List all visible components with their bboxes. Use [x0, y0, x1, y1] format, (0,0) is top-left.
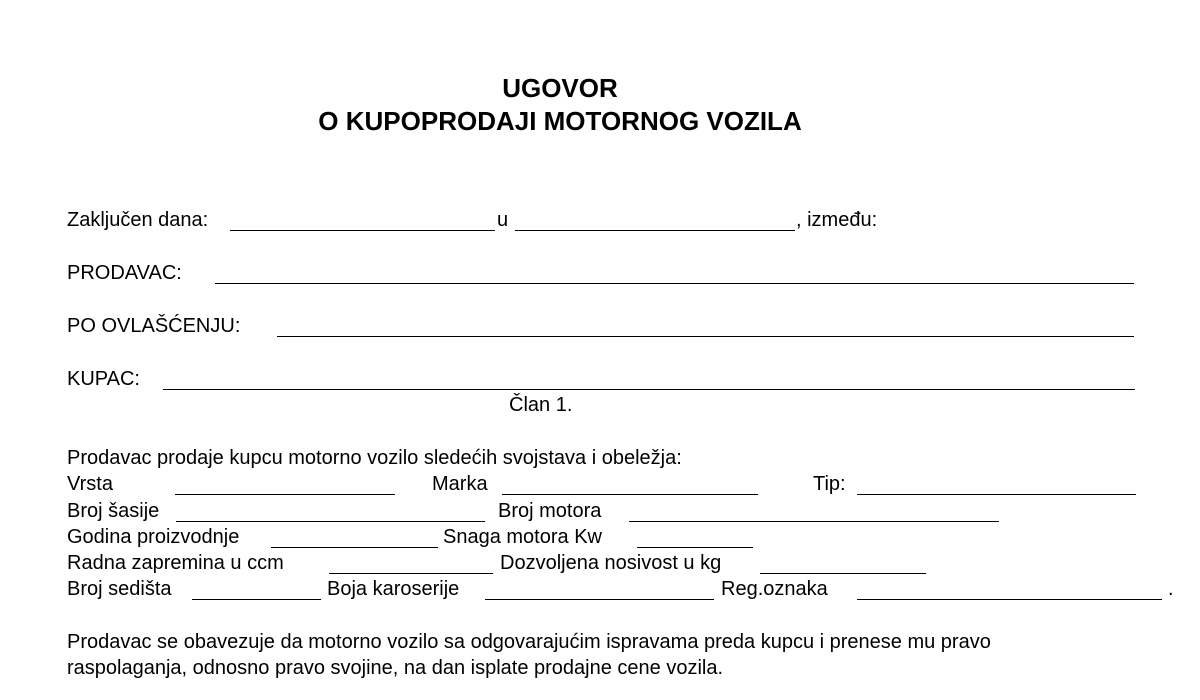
load-capacity-label: Dozvoljena nosivost u kg	[500, 552, 722, 574]
registration-field[interactable]	[857, 599, 1162, 600]
seller-label: PRODAVAC:	[67, 262, 182, 284]
seller-field[interactable]	[215, 283, 1134, 284]
document-title-line2: O KUPOPRODAJI MOTORNOG VOZILA	[318, 106, 802, 136]
buyer-field[interactable]	[163, 389, 1135, 390]
obligation-text-line1: Prodavac se obavezuje da motorno vozilo sa odgovarajućim ispravama preda kupcu i prenese mu pravo	[67, 631, 991, 653]
obligation-text-line2: raspolaganja, odnosno pravo svojine, na dan isplate prodajne cene vozila.	[67, 657, 724, 679]
article-heading: Član 1.	[509, 394, 573, 416]
vehicle-model-field[interactable]	[857, 494, 1136, 495]
production-year-label: Godina proizvodnje	[67, 526, 240, 548]
place-label: u	[497, 209, 509, 231]
registration-label: Reg.oznaka	[721, 578, 828, 600]
concluded-date-label: Zaključen dana:	[67, 209, 209, 231]
engine-volume-label: Radna zapremina u ccm	[67, 552, 284, 574]
place-field[interactable]	[515, 230, 795, 231]
engine-number-field[interactable]	[629, 521, 999, 522]
vehicle-type-field[interactable]	[175, 494, 395, 495]
engine-volume-field[interactable]	[329, 573, 493, 574]
load-capacity-field[interactable]	[760, 573, 926, 574]
engine-number-label: Broj motora	[498, 500, 602, 522]
engine-power-label: Snaga motora Kw	[443, 526, 602, 548]
seats-label: Broj sedišta	[67, 578, 172, 600]
row-end-period: .	[1168, 578, 1174, 600]
vehicle-type-label: Vrsta	[67, 473, 113, 495]
authorized-label: PO OVLAŠĆENJU:	[67, 315, 241, 337]
buyer-label: KUPAC:	[67, 368, 140, 390]
authorized-field[interactable]	[277, 336, 1134, 337]
vehicle-brand-label: Marka	[432, 473, 488, 495]
production-year-field[interactable]	[271, 547, 438, 548]
concluded-date-field[interactable]	[230, 230, 495, 231]
vehicle-model-label: Tip:	[813, 473, 846, 495]
seats-field[interactable]	[192, 599, 321, 600]
body-color-field[interactable]	[485, 599, 714, 600]
engine-power-field[interactable]	[637, 547, 753, 548]
body-color-label: Boja karoserije	[327, 578, 460, 600]
vehicle-brand-field[interactable]	[502, 494, 758, 495]
chassis-number-field[interactable]	[176, 521, 485, 522]
article-intro: Prodavac prodaje kupcu motorno vozilo sledećih svojstava i obeležja:	[67, 447, 682, 469]
chassis-number-label: Broj šasije	[67, 500, 160, 522]
document-title-line1: UGOVOR	[502, 73, 618, 103]
between-label: , između:	[796, 209, 878, 231]
